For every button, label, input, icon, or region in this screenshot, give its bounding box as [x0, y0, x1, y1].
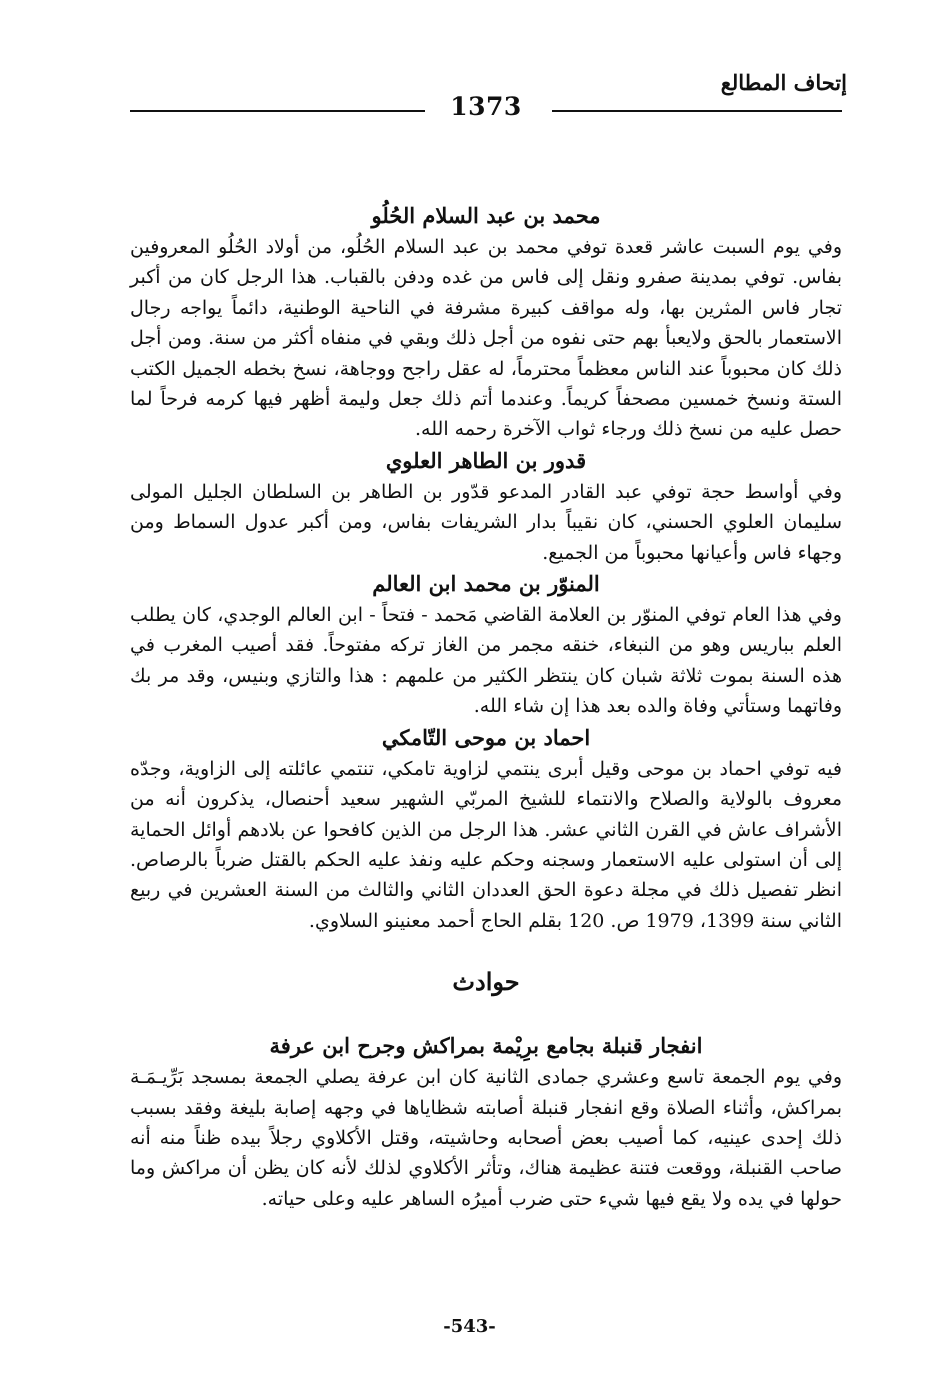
obituary-text: وفي أواسط حجة توفي عبد القادر المدعو قدّور بن الطاهر بن السلطان الجليل المولى سليمان العلوي الحسني، كان نقيباً بدار الشريفات بفاس، ومن أكبر عدول السماط ومن وجهاء فاس وأعيانها محبوباً من الجميع. — [130, 480, 842, 564]
header-year: 1373 — [450, 92, 522, 121]
header-rule-right — [552, 110, 842, 112]
page-header — [130, 92, 842, 126]
obituary-title: قدور بن الطاهر العلوي — [385, 447, 587, 473]
page-number: -543- — [443, 1316, 496, 1337]
obituary-title: محمد بن عبد السلام الحُلُو — [371, 203, 601, 228]
obituary-text: وفي هذا العام توفي المنوّر بن العلامة القاضي مَحمد - فتحاً - ابن العالم الوجدي، كان يطلب العلم بباريس وهو من النبغاء، خنقه مجمر من الغاز تركه مفتوحاً. فقد أصيب المغرب في هذه السنة بموت ثلاثة شبان كان ينتظر الكثير من علمهم : هذا والتازي وبنيس، وقد مر بك وفاتهما وستأتي وفاة والده بعد هذا إن شاء الله. — [130, 604, 842, 718]
event-text: وفي يوم الجمعة تاسع وعشري جمادى الثانية كان ابن عرفة يصلي الجمعة بمسجد بَرِّيـمَـة بمراكش، وأثناء الصلاة وقع انفجار قنبلة أصابته شظاياها في وجهه إصابة بليغة وفقد بسبب ذلك إحدى عينيه، كما أصيب بعض أصحابه وحاشيته، وقتل الأكلاوي رجلاً بيده ظناً منه أنه صاحب القنبلة، ووقعت فتنة عظيمة هناك، وتأثر الأكلاوي لذلك لأنه كان يظن أن مراكش وما حولها في يده ولا يقع فيها شيء حتى ضرب أميرُه الساهر عليه وعلى حياته. — [130, 1066, 842, 1210]
page-body — [130, 200, 842, 1214]
obituary-text: وفي يوم السبت عاشر قعدة توفي محمد بن عبد السلام الحُلُو، من أولاد الحُلُو المعروفين بفاس. توفي بمدينة صفرو ونقل إلى فاس من غده ودفن بالقباب. هذا الرجل كان من أكبر تجار فاس المثرين بها، وله مواقف كبيرة مشرفة في الناحية الوطنية، دائماً يواجه رجال الاستعمار بالحق ولايعبأ بهم حتى نفوه من أجل ذلك وبقي في منفاه أكثر من سنة. ومن أجل ذلك كان محبوباً عند الناس معظماً محترماً، له عقل راجح ووجاهة، نسخ بخطه الجميل الكتب الستة ونسخ خمسين مصحفاً كريماً. وعندما أتم ذلك جعل وليمة أظهر فيها كرمه فرحاً لما حصل عليه من نسخ ذلك ورجاء ثواب الآخرة رحمه الله. — [130, 236, 842, 441]
obituary-title: احماد بن موحى التّامكي — [381, 724, 591, 750]
obituary-text: فيه توفي احماد بن موحى وقيل أبرى ينتمي لزاوية تامكي، تنتمي عائلته إلى الزاوية، وجدّه معروف بالولاية والصلاح والانتماء للشيخ المربّي الشهير سعيد أحنصال، يذكرون أنه من الأشراف عاش في القرن الثاني عشر. هذا الرجل من الذين كافحوا عن بلادهم أوائل الحماية إلى أن استولى عليه الاستعمار وسجنه وحكم عليه ونفذ عليه الحكم بالقتل ضرباً بالرصاص. انظر تفصيل ذلك في مجلة دعوة الحق العددان الثاني والثالث من السنة العشرين في ربيع الثاني سنة 1399، 1979 ص. 120 بقلم الحاج أحمد معنينو السلاوي. — [130, 757, 842, 932]
event-title: انفجار قنبلة بجامع برِيْمة بمراكش وجرح ابن عرفة — [269, 1033, 703, 1059]
running-title: إتحاف المطالع — [720, 70, 847, 95]
events-heading: حوادث — [452, 967, 520, 997]
obituary-title: المنوّر بن محمد ابن العالم — [372, 571, 600, 597]
